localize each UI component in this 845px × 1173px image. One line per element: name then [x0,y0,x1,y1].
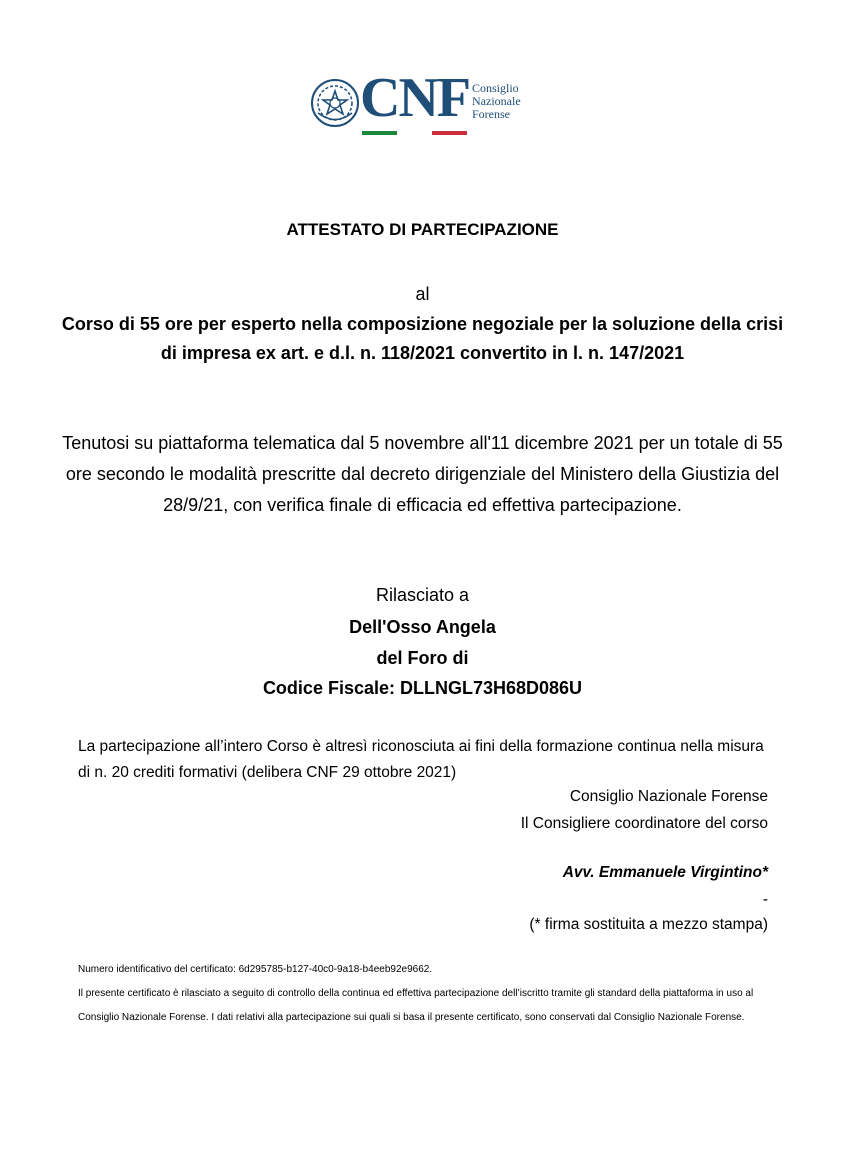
cnf-logo [310,67,550,130]
signature-note: (* firma sostituita a mezzo stampa) [529,916,768,933]
certificate-id: Numero identificativo del certificato: 6d295785-b127-40c0-9a18-b4eeb92e9662. [78,964,433,975]
course-title: Corso di 55 ore per esperto nella composizione negoziale per la soluzione della crisi di impresa ex art. e d.l. n. 118/2021 convertito in l. n. 147/2021 [61,314,784,363]
credits-note: La partecipazione all’intero Corso è altresì riconosciuta ai fini della formazione continua nella misura di n. 20 crediti formativi (delibera CNF 29 ottobre 2021) [78,738,764,781]
recipient-name: Dell'Osso Angela [349,617,496,637]
codice-fiscale: Codice Fiscale: DLLNGL73H68D086U [262,678,583,698]
course-description: Tenutosi su piattaforma telematica dal 5 novembre all'11 dicembre 2021 per un totale di 55 ore secondo le modalità prescritte dal decreto dirigenziale del Ministero della Giustizia del 28/9/21, con verifica finale di efficacia ed effettiva partecipazione. [62,433,783,515]
logo-tricolor-stripes [362,122,468,126]
italian-republic-emblem-icon [310,78,360,128]
al-label: al [415,284,430,304]
logo-wordmark: CNF [360,67,470,129]
signature-dash: - [762,891,768,908]
logo-subname-line: Forense [472,107,510,121]
issuer-role: Il Consigliere coordinatore del corso [520,815,768,832]
logo-subname-line: Nazionale [472,94,521,108]
footer-note: Il presente certificato è rilasciato a seguito di controllo della continua ed effettiva partecipazione dell’iscritto tramite gli standard della piattaforma in uso al Consiglio Nazionale Forense. I dati relativi alla partecipazione sui quali si basa il presente certificato, sono conservati dal Consiglio Nazionale Forense. [78,988,754,1023]
issued-to-label: Rilasciato a [375,585,470,605]
document-title: ATTESTATO DI PARTECIPAZIONE [286,220,559,239]
issuer-name: Consiglio Nazionale Forense [569,788,768,805]
recipient-foro: del Foro di [376,648,469,668]
signatory-name: Avv. Emmanuele Virgintino* [562,864,768,881]
logo-subname [472,82,521,121]
logo-subname-line: Consiglio [472,81,519,95]
